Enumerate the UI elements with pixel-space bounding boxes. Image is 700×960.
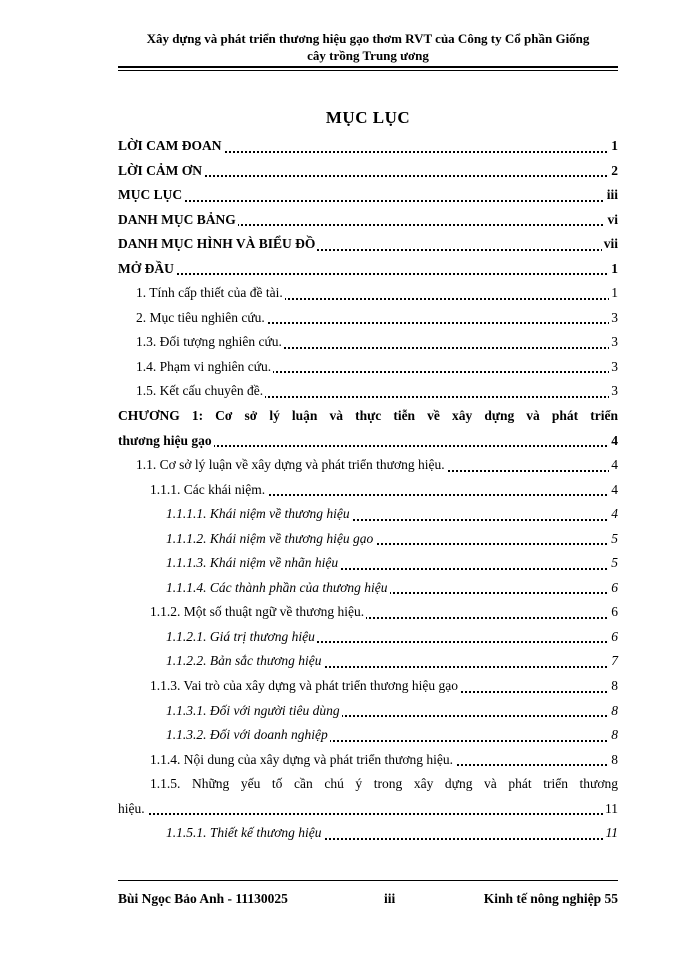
toc-entry-page: 2 bbox=[609, 159, 618, 184]
toc-entry-chapter-1[interactable] bbox=[118, 404, 618, 453]
toc-entry[interactable] bbox=[118, 159, 618, 184]
toc-entry[interactable] bbox=[118, 551, 618, 576]
toc-entry[interactable] bbox=[118, 330, 618, 355]
toc-entry-page: 6 bbox=[609, 600, 618, 625]
toc-entry-page: 3 bbox=[609, 306, 618, 331]
toc-entry[interactable] bbox=[118, 527, 618, 552]
toc-entry-page: 3 bbox=[609, 355, 618, 380]
toc-entry-page: 8 bbox=[609, 699, 618, 724]
toc-entry-text: 1.1.2.1. Giá trị thương hiệu bbox=[166, 628, 315, 644]
page-footer bbox=[118, 880, 618, 906]
toc-entry-text: LỜI CẢM ƠN bbox=[118, 162, 202, 178]
toc-entry-page: 4 bbox=[609, 429, 618, 454]
toc-entry-text: 1.1.3. Vai trò của xây dựng và phát triển thương hiệu gạo bbox=[150, 678, 458, 694]
toc-entry[interactable] bbox=[118, 134, 618, 159]
toc-entry-page: 11 bbox=[604, 821, 619, 846]
toc-entry-text-line-1: CHƯƠNG 1: Cơ sở lý luận và thực tiễn về xây dựng và phát triển bbox=[118, 408, 618, 424]
toc-entry-text: MỞ ĐẦU bbox=[118, 260, 174, 276]
toc-entry[interactable] bbox=[118, 232, 618, 257]
toc-entry[interactable] bbox=[118, 379, 618, 404]
page-title: MỤC LỤC bbox=[325, 108, 411, 127]
footer-page-number: iii bbox=[384, 891, 396, 906]
toc-entry-page: 3 bbox=[609, 330, 618, 355]
toc-entry-text: 1.1.1. Các khái niệm. bbox=[150, 481, 266, 497]
header-line-1: Xây dựng và phát triển thương hiệu gạo thơm RVT của Công ty Cổ phần Giống bbox=[146, 31, 590, 46]
header-line-2: cây trồng Trung ương bbox=[307, 48, 429, 63]
footer-class: Kinh tế nông nghiệp 55 bbox=[483, 891, 618, 906]
toc-entry-text-line-2: thương hiệu gạo bbox=[118, 432, 212, 448]
toc-entry-page: 6 bbox=[609, 576, 618, 601]
toc-entry[interactable] bbox=[118, 478, 618, 503]
toc-entry-text: 1.1.1.2. Khái niệm về thương hiệu gạo bbox=[166, 530, 374, 546]
toc-entry[interactable] bbox=[118, 821, 618, 846]
toc-entry-page: 5 bbox=[609, 551, 618, 576]
toc-entry[interactable] bbox=[118, 453, 618, 478]
toc-entry[interactable] bbox=[118, 576, 618, 601]
toc-entry-page: 8 bbox=[609, 748, 618, 773]
toc-entry[interactable] bbox=[118, 748, 618, 773]
toc-entry-page: 7 bbox=[609, 649, 618, 674]
toc-entry-text: 1.1.3.2. Đối với doanh nghiệp bbox=[166, 727, 328, 743]
toc-entry-page: 8 bbox=[609, 674, 618, 699]
toc-entry-text: 1.1.4. Nội dung của xây dựng và phát triển thương hiệu. bbox=[150, 751, 453, 767]
running-header bbox=[118, 30, 618, 64]
toc-entry-page: 5 bbox=[609, 527, 618, 552]
footer-author: Bùi Ngọc Bảo Anh - 11130025 bbox=[118, 891, 288, 906]
toc-entry[interactable] bbox=[118, 723, 618, 748]
toc-entry-text: 1.1.1.4. Các thành phần của thương hiệu bbox=[166, 579, 388, 595]
toc-entry-text: 1.1.2.2. Bản sắc thương hiệu bbox=[166, 653, 322, 669]
toc-entry-text: 1.4. Phạm vi nghiên cứu. bbox=[136, 358, 272, 374]
toc-entry-text: MỤC LỤC bbox=[118, 187, 183, 203]
toc-entry-text-line-1: 1.1.5. Những yếu tố cần chú ý trong xây dựng và phát triển thương bbox=[150, 776, 618, 792]
toc-entry[interactable] bbox=[118, 306, 618, 331]
toc-entry-text: DANH MỤC BẢNG bbox=[118, 211, 236, 227]
toc-entry-text: 1.3. Đối tượng nghiên cứu. bbox=[136, 334, 282, 350]
toc-entry-page: 8 bbox=[609, 723, 618, 748]
toc-entry[interactable] bbox=[118, 600, 618, 625]
toc-entry-page: 1 bbox=[609, 257, 618, 282]
toc-entry-page: 11 bbox=[603, 797, 618, 822]
toc-entry-page: 4 bbox=[609, 478, 618, 503]
toc-entry-text: 2. Mục tiêu nghiên cứu. bbox=[136, 309, 265, 325]
toc-entry-page: 6 bbox=[609, 625, 618, 650]
toc-entry[interactable] bbox=[118, 355, 618, 380]
toc-entry-text: 1.5. Kết cấu chuyên đề. bbox=[136, 383, 264, 399]
toc-entry-text: LỜI CAM ĐOAN bbox=[118, 138, 222, 153]
toc-entry-page: vi bbox=[605, 208, 618, 233]
toc-entry-page: iii bbox=[605, 183, 618, 208]
toc-entry-1-1-5[interactable] bbox=[118, 772, 618, 821]
toc-entry[interactable] bbox=[118, 625, 618, 650]
toc-entry-page: 4 bbox=[609, 453, 618, 478]
toc-entry-text: 1.1. Cơ sở lý luận về xây dựng và phát triển thương hiệu. bbox=[136, 457, 445, 473]
toc-entry[interactable] bbox=[118, 183, 618, 208]
toc-entry-text: 1. Tính cấp thiết của đề tài. bbox=[136, 285, 283, 301]
toc-entry[interactable] bbox=[118, 257, 618, 282]
toc-entry[interactable] bbox=[118, 208, 618, 233]
toc-entry[interactable] bbox=[118, 281, 618, 306]
toc-entry[interactable] bbox=[118, 674, 618, 699]
toc-entry-page: 1 bbox=[609, 134, 618, 159]
toc-entry-page: 4 bbox=[609, 502, 618, 527]
toc-entry-page: 1 bbox=[609, 281, 618, 306]
toc-entry-page: 3 bbox=[609, 379, 618, 404]
toc-entry[interactable] bbox=[118, 649, 618, 674]
header-rule bbox=[118, 66, 618, 71]
toc-entry-text: 1.1.2. Một số thuật ngữ về thương hiệu. bbox=[150, 604, 365, 620]
table-of-contents bbox=[118, 134, 618, 846]
toc-entry[interactable] bbox=[118, 699, 618, 724]
toc-entry-text: 1.1.1.3. Khái niệm về nhãn hiệu bbox=[166, 555, 339, 571]
toc-entry-text-line-2: hiệu. bbox=[118, 800, 145, 816]
toc-entry[interactable] bbox=[118, 502, 618, 527]
toc-entry-text: 1.1.3.1. Đối với người tiêu dùng bbox=[166, 702, 340, 718]
toc-entry-text: DANH MỤC HÌNH VÀ BIỂU ĐỒ bbox=[118, 236, 316, 252]
toc-entry-text: 1.1.1.1. Khái niệm về thương hiệu bbox=[166, 506, 350, 522]
toc-entry-page: vii bbox=[602, 232, 618, 257]
toc-entry-text: 1.1.5.1. Thiết kế thương hiệu bbox=[166, 825, 322, 841]
